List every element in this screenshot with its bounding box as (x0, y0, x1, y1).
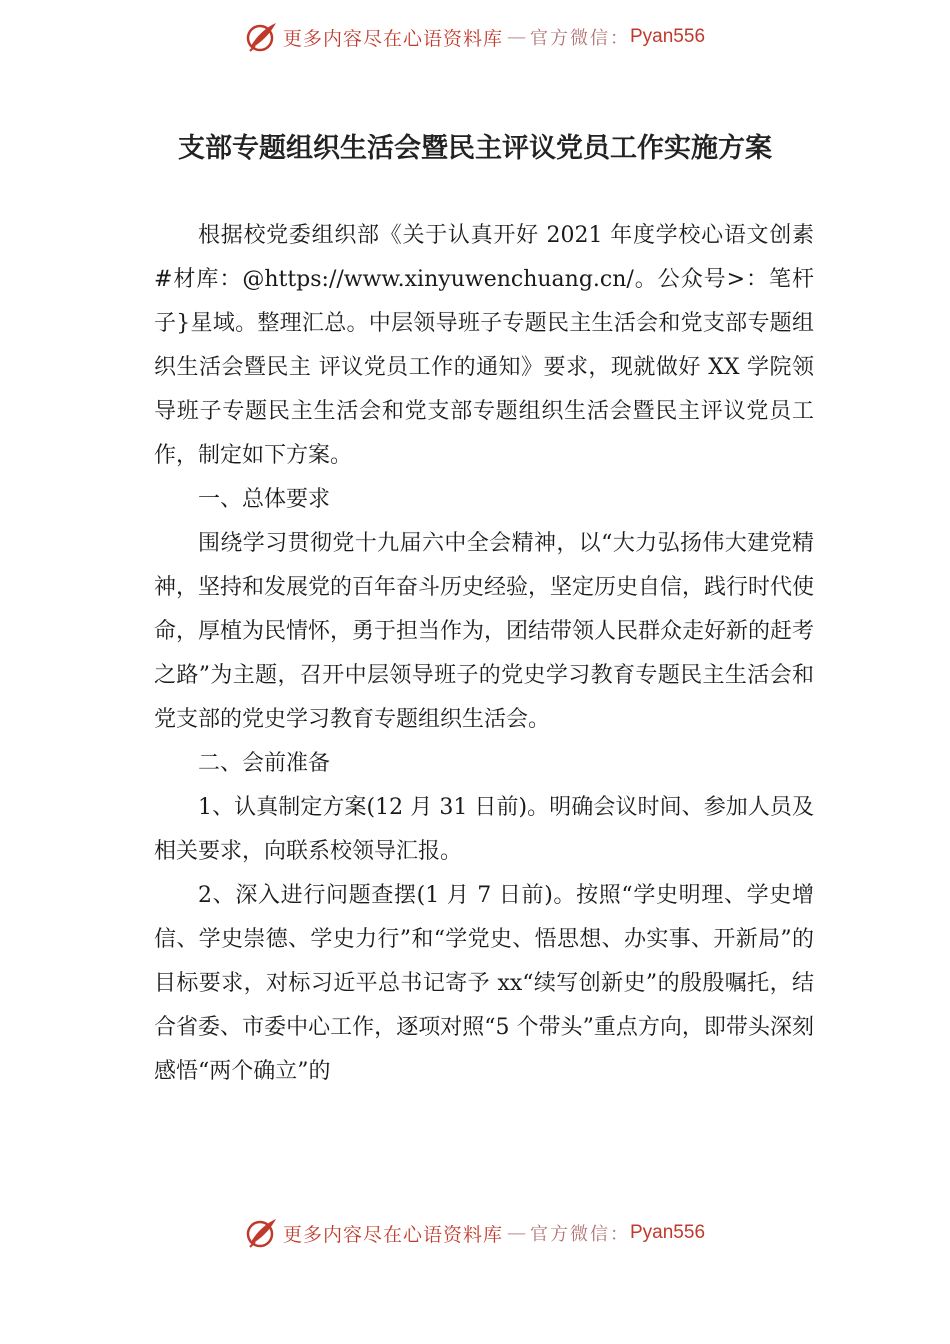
section-heading-general-requirements: 一、总体要求 (198, 487, 331, 512)
wechat-label: 官方微信： (530, 1224, 630, 1245)
quill-logo-icon (245, 20, 279, 54)
general-requirements-paragraph: 围绕学习贯彻党十九届六中全会精神，以“大力弘扬伟大建党精神，坚持和发展党的百年奋斗历史经验，坚定历史自信，践行时代使命，厚植为民情怀，勇于担当作为，团结带领人民群众走好新的赶考之路”为主题，召开中层领导班子的党史学习教育专题民主生活会和党支部的党史学习教育专题组织生活会。 (154, 531, 815, 732)
banner-dash: — (507, 26, 526, 48)
section-heading-preparation: 二、会前准备 (198, 751, 331, 776)
preparation-item-2: 2、深入进行问题查摆(1 月 7 日前)。按照“学史明理、学史增信、学史崇德、学史力行”和“学党史、悟思想、办实事、开新局”的目标要求，对标习近平总书记寄予 xx“续写创新史”的殷殷嘱托，结合省委、市委中心工作，逐项对照“5 个带头”重点方向，即带头深刻感悟“两个确立”的 (154, 883, 814, 1084)
banner-slogan: 更多内容尽在心语资料库 (282, 27, 503, 50)
quill-logo-icon (245, 1216, 279, 1250)
header-banner (0, 12, 950, 62)
wechat-id: Pyan556 (630, 1222, 706, 1243)
document-body (154, 214, 814, 1094)
preparation-item-1: 1、认真制定方案(12 月 31 日前)。明确会议时间、参加人员及相关要求，向联系校领导汇报。 (154, 795, 814, 864)
banner-dash: — (507, 1222, 526, 1244)
wechat-label: 官方微信： (530, 28, 630, 49)
footer-banner (0, 1208, 950, 1258)
intro-paragraph: 根据校党委组织部《关于认真开好 2021 年度学校心语文创素#材库：@https://www.xinyuwenchuang.cn/。公众号>：笔杆子}星域。整理汇总。中层领导班子专题民主生活会和党支部专题组织生活会暨民主 评议党员工作的通知》要求，现就做好 XX 学院领导班子专题民主生活会和党支部专题组织生活会暨民主评议党员工 作，制定如下方案。 (154, 223, 814, 468)
wechat-id: Pyan556 (630, 26, 706, 47)
banner-slogan: 更多内容尽在心语资料库 (282, 1223, 503, 1246)
document-title: 支部专题组织生活会暨民主评议党员工作实施方案 (178, 133, 772, 164)
